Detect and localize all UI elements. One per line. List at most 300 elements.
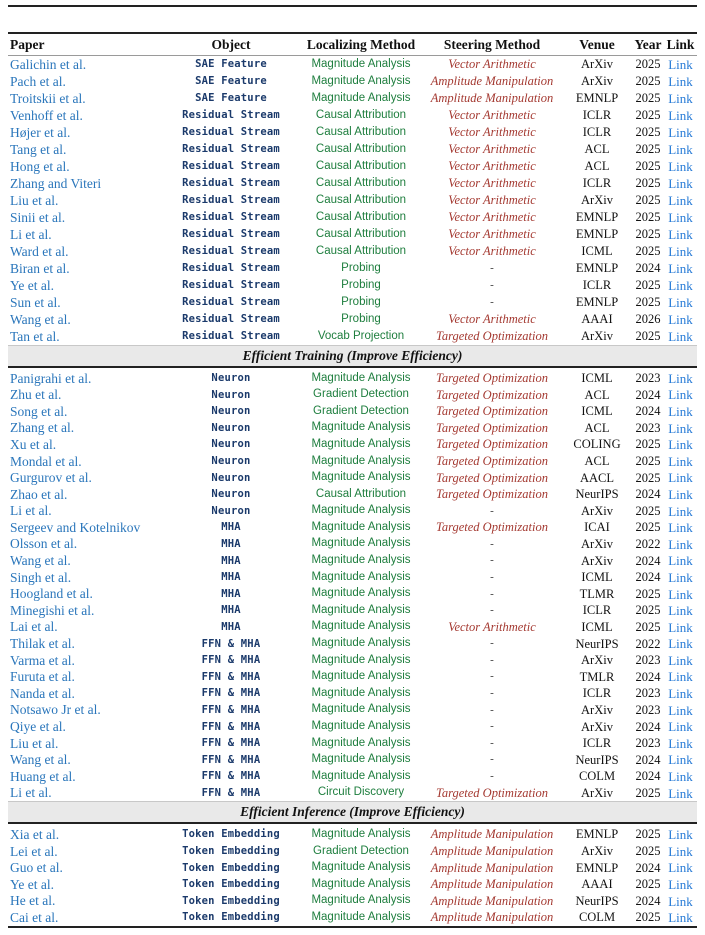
localizing-method-cell: Gradient Detection xyxy=(313,844,409,857)
table-row xyxy=(8,260,697,277)
paper-link[interactable]: He et al. xyxy=(10,893,56,909)
object-cell: FFN & MHA xyxy=(201,753,261,766)
year-cell: 2024 xyxy=(635,387,661,402)
steering-method-cell: Vector Arithmetic xyxy=(448,142,536,157)
column-header-link: Link xyxy=(666,36,695,52)
paper-url-link[interactable]: Link xyxy=(668,295,693,310)
table-row xyxy=(8,420,697,437)
venue-cell: EMNLP xyxy=(575,860,619,875)
table-row xyxy=(8,752,697,769)
table-row xyxy=(8,107,697,124)
paper-url-link[interactable]: Link xyxy=(668,486,693,502)
localizing-method-cell: Magnitude Analysis xyxy=(311,827,411,840)
venue-cell: ICLR xyxy=(582,125,612,140)
object-cell: MHA xyxy=(221,620,241,633)
table-row xyxy=(8,826,697,843)
paper-url-link[interactable]: Link xyxy=(668,503,693,519)
year-cell: 2025 xyxy=(635,278,661,293)
paper-link[interactable]: Zhang and Viteri xyxy=(10,175,102,191)
object-cell: MHA xyxy=(221,554,241,567)
table-row xyxy=(8,470,697,487)
paper-link[interactable]: Sinii et al. xyxy=(10,209,66,225)
paper-link[interactable]: Xia et al. xyxy=(10,826,60,842)
steering-method-cell: - xyxy=(490,753,494,766)
paper-link[interactable]: Zhao et al. xyxy=(10,486,68,502)
steering-method-cell: Targeted Optimization xyxy=(436,487,548,502)
localizing-method-cell: Magnitude Analysis xyxy=(311,703,411,716)
paper-link[interactable]: Lai et al. xyxy=(10,619,58,635)
year-cell: 2023 xyxy=(635,371,661,386)
paper-url-link[interactable]: Link xyxy=(668,827,693,843)
year-cell: 2023 xyxy=(635,653,661,668)
paper-url-link[interactable]: Link xyxy=(668,91,693,106)
table-row xyxy=(8,209,697,226)
table-row xyxy=(8,453,697,470)
paper-link[interactable]: Hoogland et al. xyxy=(10,586,93,602)
paper-url-link[interactable]: Link xyxy=(668,159,693,174)
paper-url-link[interactable]: Link xyxy=(668,586,693,602)
year-cell: 2022 xyxy=(635,636,661,651)
steering-method-cell: Vector Arithmetic xyxy=(448,108,536,123)
paper-url-link[interactable]: Link xyxy=(668,877,693,893)
table-row xyxy=(8,652,697,669)
steering-method-cell: Vector Arithmetic xyxy=(448,125,536,140)
table-row xyxy=(8,243,697,260)
steering-method-cell: - xyxy=(490,736,494,749)
steering-method-cell: Amplitude Manipulation xyxy=(430,91,554,106)
venue-cell: ICLR xyxy=(582,603,612,618)
year-cell: 2024 xyxy=(635,404,661,419)
paper-link[interactable]: Galichin et al. xyxy=(10,56,87,72)
table-row xyxy=(8,73,697,90)
year-cell: 2024 xyxy=(635,570,661,585)
paper-url-link[interactable]: Link xyxy=(668,227,693,242)
steering-method-cell: Targeted Optimization xyxy=(436,520,548,535)
steering-method-cell: Targeted Optimization xyxy=(436,470,548,485)
paper-link[interactable]: Notsawo Jr et al. xyxy=(10,702,101,718)
section-title-band: Efficient Training (Improve Efficiency) xyxy=(8,345,697,366)
paper-url-link[interactable]: Link xyxy=(668,142,693,157)
object-cell: FFN & MHA xyxy=(201,670,261,683)
localizing-method-cell: Magnitude Analysis xyxy=(311,861,411,874)
object-cell: FFN & MHA xyxy=(201,687,261,700)
paper-url-link[interactable]: Link xyxy=(668,403,693,419)
table-row xyxy=(8,636,697,653)
paper-link[interactable]: Song et al. xyxy=(10,403,68,419)
venue-cell: ICML xyxy=(581,244,613,259)
paper-url-link[interactable]: Link xyxy=(668,193,693,208)
paper-url-link[interactable]: Link xyxy=(668,769,693,785)
object-cell: Residual Stream xyxy=(182,313,280,326)
steering-method-cell: Vector Arithmetic xyxy=(448,244,536,259)
year-cell: 2025 xyxy=(635,57,661,72)
table-row xyxy=(8,602,697,619)
paper-link[interactable]: Li et al. xyxy=(10,785,52,801)
localizing-method-cell: Magnitude Analysis xyxy=(311,74,411,87)
paper-url-link[interactable]: Link xyxy=(668,619,693,635)
table-row xyxy=(8,226,697,243)
steering-method-cell: Vector Arithmetic xyxy=(448,619,536,634)
steering-method-cell: - xyxy=(490,653,494,666)
object-cell: Residual Stream xyxy=(182,296,280,309)
table-row xyxy=(8,175,697,192)
paper-url-link[interactable]: Link xyxy=(668,261,693,276)
paper-url-link[interactable]: Link xyxy=(668,125,693,140)
section-divider-rule xyxy=(8,366,697,368)
venue-cell: ArXiv xyxy=(581,653,613,668)
object-cell: Token Embedding xyxy=(182,894,280,907)
steering-method-cell: - xyxy=(490,296,494,308)
table-section xyxy=(8,56,697,345)
localizing-method-cell: Magnitude Analysis xyxy=(311,620,411,633)
paper-link[interactable]: Li et al. xyxy=(10,503,52,519)
year-cell: 2026 xyxy=(635,312,661,327)
paper-link[interactable]: Liu et al. xyxy=(10,192,59,208)
year-cell: 2024 xyxy=(635,893,661,908)
table-row xyxy=(8,436,697,453)
localizing-method-cell: Causal Attribution xyxy=(315,159,407,172)
localizing-method-cell: Causal Attribution xyxy=(315,176,407,189)
steering-method-cell: - xyxy=(490,670,494,683)
paper-link[interactable]: Ward et al. xyxy=(10,243,69,259)
localizing-method-cell: Magnitude Analysis xyxy=(311,753,411,766)
steering-method-cell: - xyxy=(490,262,494,274)
object-cell: MHA xyxy=(221,604,241,617)
venue-cell: ArXiv xyxy=(581,193,613,208)
paper-link[interactable]: Cai et al. xyxy=(10,909,59,925)
paper-link[interactable]: Lei et al. xyxy=(10,843,58,859)
localizing-method-cell: Magnitude Analysis xyxy=(311,637,411,650)
paper-url-link[interactable]: Link xyxy=(668,420,693,436)
object-cell: Neuron xyxy=(211,455,251,468)
localizing-method-cell: Causal Attribution xyxy=(315,193,407,206)
paper-link[interactable]: Huang et al. xyxy=(10,768,76,784)
year-cell: 2024 xyxy=(635,860,661,875)
paper-link[interactable]: Minegishi et al. xyxy=(10,602,95,618)
paper-url-link[interactable]: Link xyxy=(668,719,693,735)
object-cell: Residual Stream xyxy=(182,211,280,224)
venue-cell: ArXiv xyxy=(581,536,613,551)
paper-url-link[interactable]: Link xyxy=(668,278,693,293)
table-row xyxy=(8,785,697,802)
object-cell: FFN & MHA xyxy=(201,637,261,650)
object-cell: MHA xyxy=(221,521,241,534)
year-cell: 2024 xyxy=(635,261,661,276)
year-cell: 2025 xyxy=(635,619,661,634)
localizing-method-cell: Probing xyxy=(341,261,381,274)
object-cell: Residual Stream xyxy=(182,262,280,275)
table-row xyxy=(8,486,697,503)
venue-cell: EMNLP xyxy=(575,91,619,106)
object-cell: Residual Stream xyxy=(182,194,280,207)
table-row xyxy=(8,768,697,785)
paper-link[interactable]: Højer et al. xyxy=(10,124,71,140)
object-cell: Token Embedding xyxy=(182,911,280,924)
paper-link[interactable]: Biran et al. xyxy=(10,260,70,276)
paper-link[interactable]: Wang et al. xyxy=(10,553,71,569)
paper-url-link[interactable]: Link xyxy=(668,669,693,685)
steering-method-cell: Vector Arithmetic xyxy=(448,57,536,72)
year-cell: 2025 xyxy=(635,125,661,140)
steering-method-cell: Targeted Optimization xyxy=(436,404,548,419)
localizing-method-cell: Probing xyxy=(341,278,381,291)
object-cell: Token Embedding xyxy=(182,828,280,841)
paper-url-link[interactable]: Link xyxy=(668,453,693,469)
paper-url-link[interactable]: Link xyxy=(668,437,693,453)
object-cell: Neuron xyxy=(211,488,251,501)
paper-url-link[interactable]: Link xyxy=(668,74,693,89)
paper-url-link[interactable]: Link xyxy=(668,108,693,123)
paper-link[interactable]: Mondal et al. xyxy=(10,453,82,469)
localizing-method-cell: Probing xyxy=(341,312,381,325)
paper-url-link[interactable]: Link xyxy=(668,520,693,536)
paper-url-link[interactable]: Link xyxy=(668,752,693,768)
object-cell: MHA xyxy=(221,537,241,550)
paper-link[interactable]: Tan et al. xyxy=(10,328,60,344)
steering-method-cell: - xyxy=(490,637,494,650)
venue-cell: ICLR xyxy=(582,686,612,701)
paper-link[interactable]: Gurgurov et al. xyxy=(10,470,92,486)
table-row xyxy=(8,124,697,141)
steering-method-cell: - xyxy=(490,504,494,517)
paper-url-link[interactable]: Link xyxy=(668,603,693,619)
year-cell: 2025 xyxy=(635,844,661,859)
localizing-method-cell: Circuit Discovery xyxy=(317,786,405,799)
object-cell: Neuron xyxy=(211,438,251,451)
localizing-method-cell: Magnitude Analysis xyxy=(311,603,411,616)
table-row xyxy=(8,277,697,294)
paper-link[interactable]: Pach et al. xyxy=(10,73,66,89)
paper-url-link[interactable]: Link xyxy=(668,569,693,585)
localizing-method-cell: Vocab Projection xyxy=(317,329,405,342)
localizing-method-cell: Causal Attribution xyxy=(315,210,407,223)
venue-cell: ArXiv xyxy=(581,503,613,518)
table-row xyxy=(8,619,697,636)
venue-cell: ArXiv xyxy=(581,719,613,734)
paper-link[interactable]: Zhang et al. xyxy=(10,420,75,436)
paper-url-link[interactable]: Link xyxy=(668,893,693,909)
column-header-localizing-method: Localizing Method xyxy=(306,36,416,52)
year-cell: 2024 xyxy=(635,769,661,784)
table-row xyxy=(8,876,697,893)
venue-cell: ICML xyxy=(581,371,613,386)
table-section xyxy=(8,826,697,926)
localizing-method-cell: Magnitude Analysis xyxy=(311,504,411,517)
column-header-steering-method: Steering Method xyxy=(443,36,541,52)
survey-table xyxy=(8,32,697,928)
object-cell: Residual Stream xyxy=(182,126,280,139)
table-row xyxy=(8,586,697,603)
paper-link[interactable]: Wang et al. xyxy=(10,311,71,327)
paper-link[interactable]: Xu et al. xyxy=(10,436,57,452)
year-cell: 2025 xyxy=(635,329,661,344)
paper-url-link[interactable]: Link xyxy=(668,636,693,652)
venue-cell: EMNLP xyxy=(575,261,619,276)
paper-link[interactable]: Singh et al. xyxy=(10,569,72,585)
localizing-method-cell: Magnitude Analysis xyxy=(311,910,411,923)
steering-method-cell: Vector Arithmetic xyxy=(448,176,536,191)
paper-url-link[interactable]: Link xyxy=(668,312,693,327)
paper-link[interactable]: Nanda et al. xyxy=(10,685,75,701)
venue-cell: ArXiv xyxy=(581,702,613,717)
venue-cell: ACL xyxy=(584,420,610,435)
steering-method-cell: Targeted Optimization xyxy=(436,454,548,469)
localizing-method-cell: Magnitude Analysis xyxy=(311,537,411,550)
paper-link[interactable]: Hong et al. xyxy=(10,158,70,174)
object-cell: FFN & MHA xyxy=(201,770,261,783)
paper-url-link[interactable]: Link xyxy=(668,210,693,225)
paper-url-link[interactable]: Link xyxy=(668,785,693,801)
year-cell: 2024 xyxy=(635,752,661,767)
paper-url-link[interactable]: Link xyxy=(668,57,693,72)
paper-url-link[interactable]: Link xyxy=(668,370,693,386)
paper-link[interactable]: Troitskii et al. xyxy=(10,90,86,106)
object-cell: MHA xyxy=(221,571,241,584)
steering-method-cell: Amplitude Manipulation xyxy=(430,910,554,925)
year-cell: 2025 xyxy=(635,910,661,925)
table-row xyxy=(8,569,697,586)
year-cell: 2025 xyxy=(635,877,661,892)
paper-link[interactable]: Sun et al. xyxy=(10,294,61,310)
venue-cell: NeurIPS xyxy=(575,752,619,767)
table-row xyxy=(8,403,697,420)
steering-method-cell: - xyxy=(490,570,494,583)
paper-link[interactable]: Ye et al. xyxy=(10,277,55,293)
object-cell: Neuron xyxy=(211,388,251,401)
localizing-method-cell: Magnitude Analysis xyxy=(311,454,411,467)
steering-method-cell: Targeted Optimization xyxy=(436,785,548,800)
paper-link[interactable]: Olsson et al. xyxy=(10,536,78,552)
table-header-row xyxy=(8,32,697,56)
venue-cell: ICLR xyxy=(582,736,612,751)
paper-link[interactable]: Guo et al. xyxy=(10,860,63,876)
year-cell: 2022 xyxy=(635,536,661,551)
table-row xyxy=(8,860,697,877)
paper-url-link[interactable]: Link xyxy=(668,652,693,668)
object-cell: Neuron xyxy=(211,471,251,484)
table-row xyxy=(8,294,697,311)
venue-cell: NeurIPS xyxy=(575,636,619,651)
table-row xyxy=(8,718,697,735)
steering-method-cell: Vector Arithmetic xyxy=(448,193,536,208)
venue-cell: ArXiv xyxy=(581,844,613,859)
paper-url-link[interactable]: Link xyxy=(668,244,693,259)
table-row xyxy=(8,669,697,686)
paper-link[interactable]: Ye et al. xyxy=(10,876,55,892)
localizing-method-cell: Magnitude Analysis xyxy=(311,57,411,70)
paper-link[interactable]: Varma et al. xyxy=(10,652,75,668)
venue-cell: ACL xyxy=(584,159,610,174)
year-cell: 2023 xyxy=(635,736,661,751)
object-cell: Residual Stream xyxy=(182,177,280,190)
paper-url-link[interactable]: Link xyxy=(668,536,693,552)
venue-cell: ArXiv xyxy=(581,57,613,72)
paper-url-link[interactable]: Link xyxy=(668,860,693,876)
steering-method-cell: - xyxy=(490,720,494,733)
localizing-method-cell: Magnitude Analysis xyxy=(311,720,411,733)
localizing-method-cell: Magnitude Analysis xyxy=(311,471,411,484)
steering-method-cell: - xyxy=(490,687,494,700)
steering-method-cell: Targeted Optimization xyxy=(436,387,548,402)
year-cell: 2025 xyxy=(635,74,661,89)
table-row xyxy=(8,387,697,404)
object-cell: Residual Stream xyxy=(182,143,280,156)
paper-link[interactable]: Thilak et al. xyxy=(10,636,75,652)
localizing-method-cell: Gradient Detection xyxy=(313,404,409,417)
object-cell: Neuron xyxy=(211,405,251,418)
paper-link[interactable]: Qiye et al. xyxy=(10,719,66,735)
venue-cell: EMNLP xyxy=(575,227,619,242)
year-cell: 2025 xyxy=(635,295,661,310)
year-cell: 2024 xyxy=(635,719,661,734)
table-row xyxy=(8,519,697,536)
year-cell: 2025 xyxy=(635,142,661,157)
localizing-method-cell: Magnitude Analysis xyxy=(311,91,411,104)
year-cell: 2025 xyxy=(635,159,661,174)
paper-url-link[interactable]: Link xyxy=(668,735,693,751)
venue-cell: ArXiv xyxy=(581,74,613,89)
steering-method-cell: Vector Arithmetic xyxy=(448,210,536,225)
localizing-method-cell: Causal Attribution xyxy=(315,244,407,257)
venue-cell: EMNLP xyxy=(575,210,619,225)
paper-link[interactable]: Sergeev and Kotelnikov xyxy=(10,519,141,535)
localizing-method-cell: Causal Attribution xyxy=(315,125,407,138)
localizing-method-cell: Magnitude Analysis xyxy=(311,421,411,434)
paper-link[interactable]: Li et al. xyxy=(10,226,52,242)
year-cell: 2025 xyxy=(635,586,661,601)
paper-url-link[interactable]: Link xyxy=(668,176,693,191)
paper-url-link[interactable]: Link xyxy=(668,686,693,702)
localizing-method-cell: Magnitude Analysis xyxy=(311,686,411,699)
object-cell: Residual Stream xyxy=(182,160,280,173)
paper-link[interactable]: Tang et al. xyxy=(10,141,67,157)
year-cell: 2023 xyxy=(635,686,661,701)
paper-url-link[interactable]: Link xyxy=(668,329,693,344)
year-cell: 2024 xyxy=(635,487,661,502)
paper-link[interactable]: Furuta et al. xyxy=(10,669,75,685)
object-cell: FFN & MHA xyxy=(201,654,261,667)
paper-url-link[interactable]: Link xyxy=(668,470,693,486)
object-cell: Neuron xyxy=(211,421,251,434)
paper-url-link[interactable]: Link xyxy=(668,843,693,859)
paper-url-link[interactable]: Link xyxy=(668,702,693,718)
steering-method-cell: - xyxy=(490,703,494,716)
paper-url-link[interactable]: Link xyxy=(668,387,693,403)
localizing-method-cell: Magnitude Analysis xyxy=(311,554,411,567)
paper-url-link[interactable]: Link xyxy=(668,910,693,926)
paper-link[interactable]: Panigrahi et al. xyxy=(10,370,92,386)
paper-link[interactable]: Liu et al. xyxy=(10,735,59,751)
year-cell: 2025 xyxy=(635,520,661,535)
venue-cell: EMNLP xyxy=(575,827,619,842)
paper-link[interactable]: Wang et al. xyxy=(10,752,71,768)
localizing-method-cell: Magnitude Analysis xyxy=(311,520,411,533)
steering-method-cell: Amplitude Manipulation xyxy=(430,827,554,842)
paper-link[interactable]: Zhu et al. xyxy=(10,387,62,403)
venue-cell: NeurIPS xyxy=(575,893,619,908)
object-cell: FFN & MHA xyxy=(201,786,261,799)
venue-cell: TMLR xyxy=(579,669,615,684)
paper-link[interactable]: Venhoff et al. xyxy=(10,107,83,123)
venue-cell: EMNLP xyxy=(575,295,619,310)
paper-url-link[interactable]: Link xyxy=(668,553,693,569)
object-cell: Neuron xyxy=(211,372,251,385)
localizing-method-cell: Magnitude Analysis xyxy=(311,736,411,749)
year-cell: 2025 xyxy=(635,227,661,242)
year-cell: 2025 xyxy=(635,176,661,191)
table-row xyxy=(8,843,697,860)
steering-method-cell: Vector Arithmetic xyxy=(448,227,536,242)
